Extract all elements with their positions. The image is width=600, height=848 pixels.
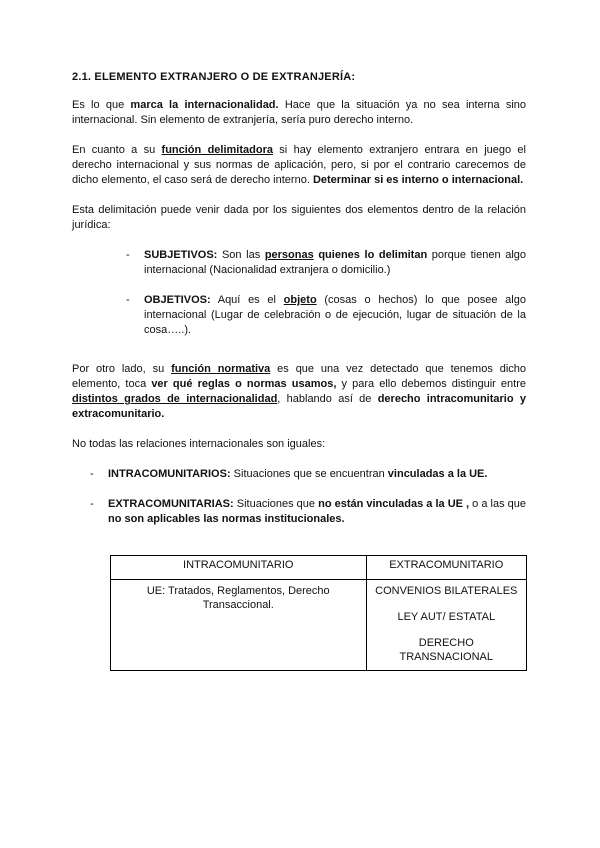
- underlined-term: función normativa: [171, 363, 271, 375]
- bold-text: vinculadas a la UE.: [387, 468, 488, 480]
- dash-bullet: -: [126, 294, 130, 306]
- bold-text: Determinar si es interno o internacional.: [312, 174, 524, 186]
- paragraph-elements-intro: Esta delimitación puede venir dada por los siguientes dos elementos dentro de la relación jurídica:: [72, 204, 526, 231]
- table-header-extracomunitario: EXTRACOMUNITARIO: [366, 556, 526, 580]
- item-label: INTRACOMUNITARIOS:: [108, 468, 231, 480]
- underlined-term: función delimitadora: [161, 144, 273, 156]
- text: es que una vez detectado que tenemos dicho elemento, toca: [72, 363, 526, 390]
- elements-list: [72, 248, 526, 338]
- text: (cosas o hechos) lo que posee algo internacional (Lugar de celebración o de ejecución, lugar de situación de la cosa…..).: [144, 294, 526, 336]
- dash-bullet: -: [126, 249, 130, 261]
- table-cell-line: CONVENIOS BILATERALES: [375, 585, 518, 597]
- paragraph-definition: [72, 98, 526, 128]
- list-item-extracomunitarias: [72, 497, 526, 527]
- comparison-table: [110, 555, 527, 671]
- list-item-intracomunitarios: [72, 467, 526, 482]
- bold-text: derecho intracomunitario y extracomunitario.: [72, 393, 526, 420]
- dash-bullet: -: [90, 468, 94, 480]
- table-cell-intracomunitario: UE: Tratados, Reglamentos, Derecho Transaccional.: [111, 580, 367, 671]
- bold-text: marca la internacionalidad.: [130, 99, 279, 111]
- text: porque tienen algo internacional (Nacionalidad extranjera o domicilio.): [144, 249, 526, 276]
- text: , hablando así de: [277, 393, 378, 405]
- text: Aquí es el: [210, 294, 284, 306]
- list-item-subjetivos: [72, 248, 526, 278]
- text: Situaciones que se encuentran: [230, 468, 388, 480]
- document-page: [72, 70, 526, 542]
- bold-text: ver qué reglas o normas usamos,: [151, 378, 337, 390]
- list-item-objetivos: [72, 293, 526, 338]
- underlined-term: distintos grados de internacionalidad: [72, 393, 278, 405]
- table-header-row: [111, 556, 527, 580]
- table-cell-extracomunitario: [366, 580, 526, 671]
- text: Situaciones que: [233, 498, 319, 510]
- bold-text: no están vinculadas a la UE ,: [318, 498, 470, 510]
- text: y para ello debemos distinguir entre: [336, 378, 526, 390]
- bold-text: no son aplicables las normas institucionales.: [108, 513, 345, 525]
- text: Hace que la situación ya no sea interna sino internacional. Sin elemento de extranjería, sería puro derecho interno.: [72, 99, 526, 126]
- paragraph-normative-function: [72, 362, 526, 422]
- underlined-term: personas: [264, 249, 314, 261]
- item-label: EXTRACOMUNITARIAS:: [108, 498, 234, 510]
- item-label: SUBJETIVOS:: [144, 249, 218, 261]
- dash-bullet: -: [90, 498, 94, 510]
- underlined-term: objeto: [283, 294, 317, 306]
- text: o a las que: [469, 498, 527, 510]
- text: En cuanto a su: [72, 144, 162, 156]
- paragraph-relations-intro: No todas las relaciones internacionales son iguales:: [72, 438, 326, 450]
- table-cell-line: LEY AUT/ ESTATAL: [397, 611, 496, 623]
- table-row: [111, 580, 527, 671]
- text: Son las: [217, 249, 265, 261]
- paragraph-delimiting-function: [72, 143, 526, 188]
- text: si hay elemento extranjero entrara en juego el derecho internacional y sus normas de aplicación, pero, si por el contrario carecemos de dicho elemento, el caso será de derecho interno.: [72, 144, 526, 186]
- section-heading: 2.1. ELEMENTO EXTRANJERO O DE EXTRANJERÍA:: [72, 71, 356, 83]
- text: Por otro lado, su: [72, 363, 172, 375]
- relations-list: [72, 467, 526, 527]
- table-header-intracomunitario: INTRACOMUNITARIO: [111, 556, 367, 580]
- item-label: OBJETIVOS:: [144, 294, 211, 306]
- table-cell-line: DERECHO TRANSNACIONAL: [399, 637, 494, 663]
- text: Es lo que: [72, 99, 131, 111]
- bold-text: quienes lo delimitan: [313, 249, 428, 261]
